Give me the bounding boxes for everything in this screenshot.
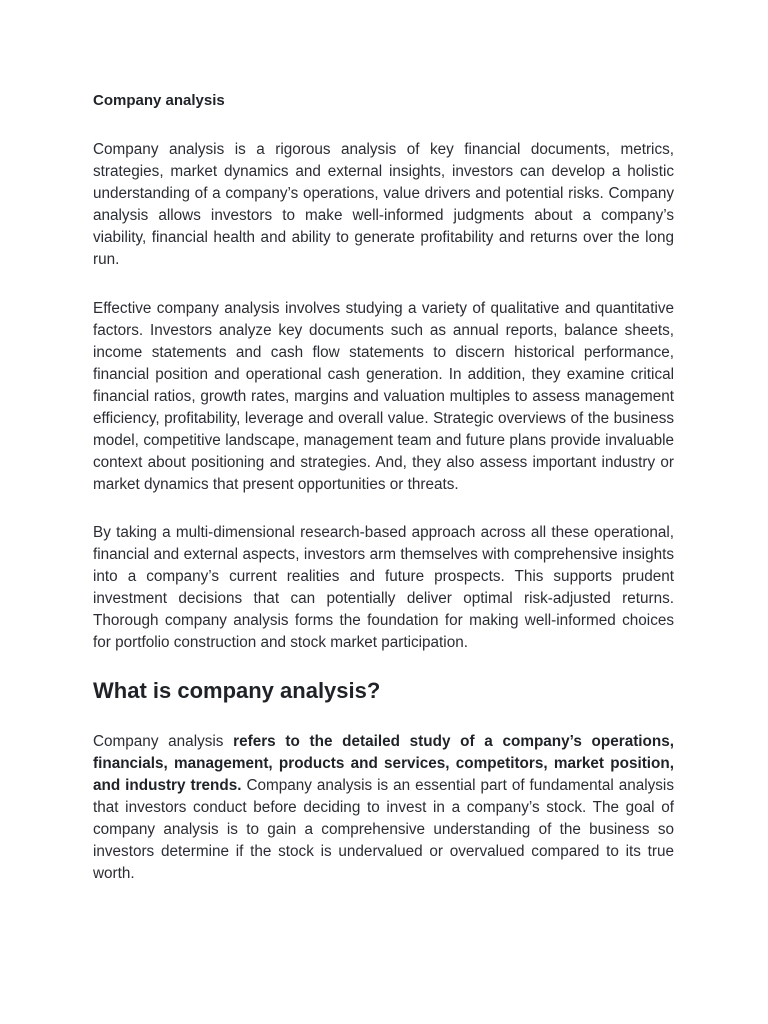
- document-title: Company analysis: [93, 92, 225, 109]
- definition-rest: Company analysis is an essential part of fundamental analysis that investors conduct before deciding to invest in a company’s stock. The goal of company analysis is to gain a comprehensive understanding of the business so investors determine if the stock is undervalued or overvalued compared to its true worth.: [93, 777, 674, 882]
- definition-lead: Company analysis: [93, 733, 234, 750]
- intro-paragraph: Company analysis is a rigorous analysis of key financial documents, metrics, strategies, market dynamics and external insights, investors can develop a holistic understanding of a company’s operations, value drivers and potential risks. Company analysis allows investors to make well-informed judgments about a company’s viability, financial health and ability to generate profitability and returns over the long run.: [93, 141, 674, 268]
- section-heading: What is company analysis?: [93, 678, 381, 703]
- definition-bold: refers to the detailed study of a company’s operations, financials, management, products and services, competitors, market position, and industry trends.: [93, 733, 674, 794]
- approach-paragraph: By taking a multi-dimensional research-based approach across all these operational, financial and external aspects, investors arm themselves with comprehensive insights into a company’s current realities and future prospects. This supports prudent investment decisions that can potentially deliver optimal risk-adjusted returns. Thorough company analysis forms the foundation for making well-informed choices for portfolio construction and stock market participation.: [93, 524, 674, 651]
- factors-paragraph: Effective company analysis involves studying a variety of qualitative and quantitative factors. Investors analyze key documents such as annual reports, balance sheets, income statements and cash flow statements to discern historical performance, financial position and operational cash generation. In addition, they examine critical financial ratios, growth rates, margins and valuation multiples to assess management efficiency, profitability, leverage and overall value. Strategic overviews of the business model, competitive landscape, management team and future plans provide invaluable context about positioning and strategies. And, they also assess important industry or market dynamics that present opportunities or threats.: [93, 300, 674, 493]
- definition-paragraph: [93, 731, 674, 885]
